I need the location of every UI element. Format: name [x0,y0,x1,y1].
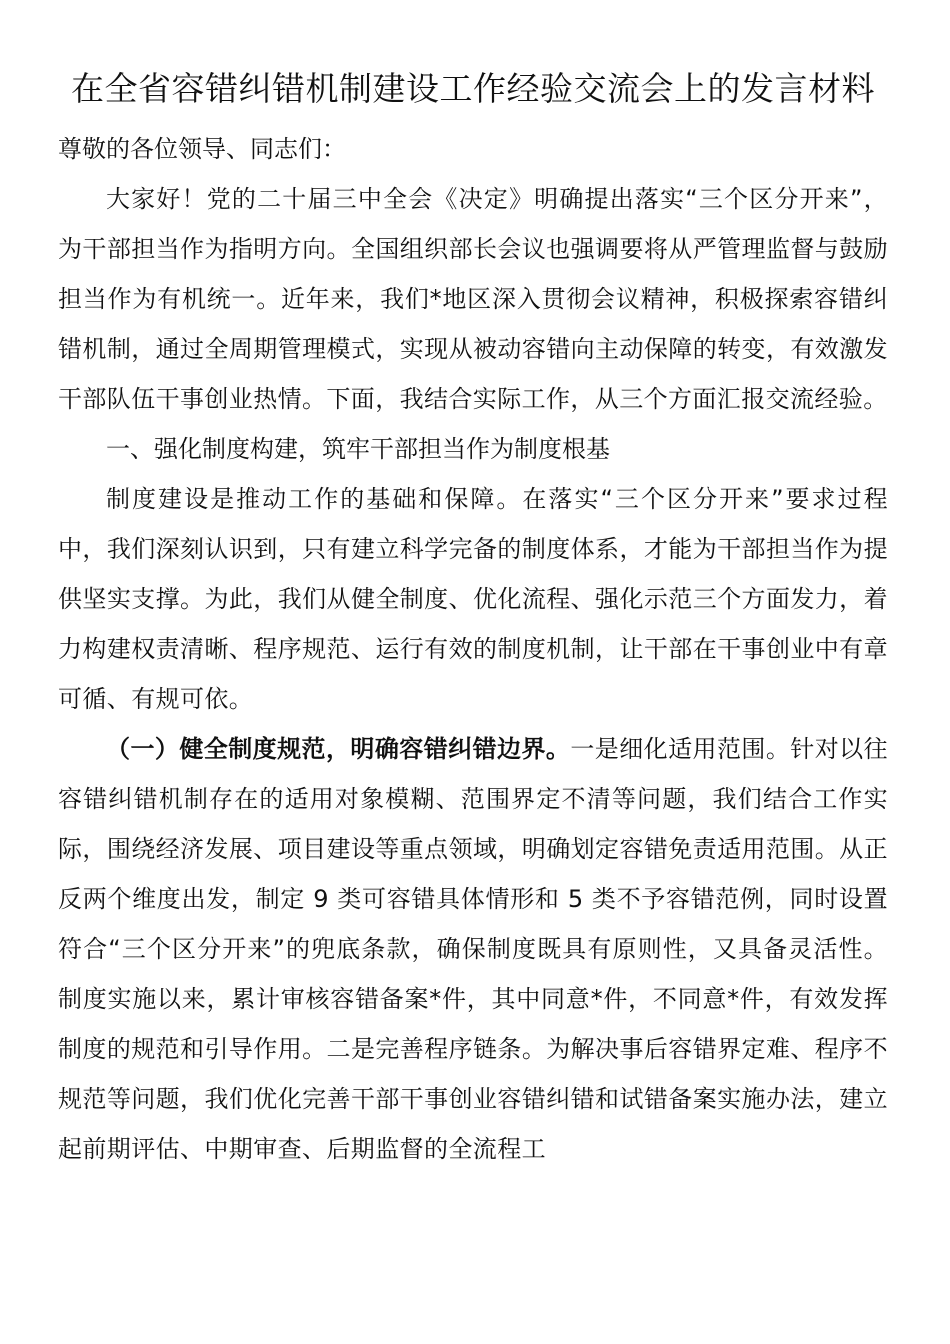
section-body-paragraph: 制度建设是推动工作的基础和保障。在落实“三个区分开来”要求过程中，我们深刻认识到，只有建立科学完备的制度体系，才能为干部担当作为提供坚实支撑。为此，我们从健全制度、优化流程、强化示范三个方面发力，着力构建权责清晰、程序规范、运行有效的制度机制，让干部在干事创业中有章可循、有规可依。 [58,485,888,713]
salutation: 尊敬的各位领导、同志们： [58,135,346,163]
subsection-lead: （一）健全制度规范，明确容错纠错边界。 [106,735,571,763]
subsection-paragraph [58,724,888,1174]
section-heading: 一、强化制度构建，筑牢干部担当作为制度根基 [106,435,610,463]
document-title: 在全省容错纠错机制建设工作经验交流会上的发言材料 [71,69,875,108]
intro-paragraph: 大家好！党的二十届三中全会《决定》明确提出落实“三个区分开来”，为干部担当作为指明方向。全国组织部长会议也强调要将从严管理监督与鼓励担当作为有机统一。近年来，我们*地区深入贯彻会议精神，积极探索容错纠错机制，通过全周期管理模式，实现从被动容错向主动保障的转变，有效激发干部队伍干事创业热情。下面，我结合实际工作，从三个方面汇报交流经验。 [58,185,888,413]
subsection-body: 一是细化适用范围。针对以往容错纠错机制存在的适用对象模糊、范围界定不清等问题，我们结合工作实际，围绕经济发展、项目建设等重点领域，明确划定容错免责适用范围。从正反两个维度出发，制定 9 类可容错具体情形和 5 类不予容错范例，同时设置符合“三个区分开来”的兜底条款，确保制度既具有原则性，又具备灵活性。制度实施以来，累计审核容错备案*件，其中同意*件，不同意*件，有效发挥制度的规范和引导作用。二是完善程序链条。为解决事后容错界定难、程序不规范等问题，我们优化完善干部干事创业容错纠错和试错备案实施办法，建立起前期评估、中期审查、后期监督的全流程工 [58,735,888,1163]
